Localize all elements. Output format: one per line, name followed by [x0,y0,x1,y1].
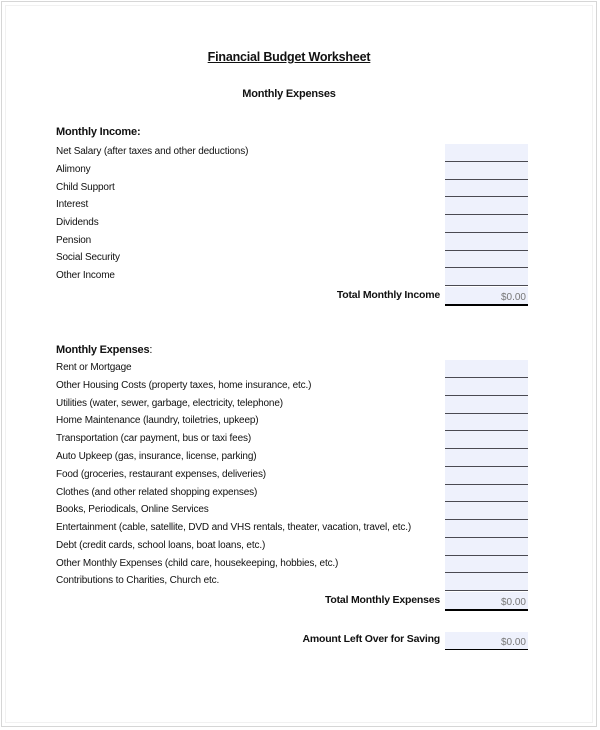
expense-item-label: Entertainment (cable, satellite, DVD and VHS rentals, theater, vacation, travel, etc.) [56,522,412,533]
total-expenses-field [445,592,528,611]
expense-input-debt[interactable] [445,538,528,556]
document-title: Financial Budget Worksheet [207,50,371,64]
expense-input-entertainment[interactable] [445,520,528,538]
savings-label: Amount Left Over for Saving [302,633,440,645]
total-expenses-value: $0.00 [500,597,526,608]
expense-item-label: Books, Periodicals, Online Services [56,504,209,515]
expense-input-home-maintenance[interactable] [445,414,528,431]
expenses-heading-colon: : [149,344,153,356]
income-item-label: Social Security [56,252,120,263]
expense-item-label: Other Monthly Expenses (child care, housekeeping, hobbies, etc.) [56,558,339,569]
expense-item-label: Rent or Mortgage [56,362,132,373]
expense-input-charities[interactable] [445,573,528,591]
income-input-pension[interactable] [445,233,528,251]
total-income-field [445,287,528,306]
income-input-alimony[interactable] [445,162,528,180]
expense-input-food[interactable] [445,467,528,485]
income-input-net-salary[interactable] [445,144,528,162]
expense-item-label: Clothes (and other related shopping expenses) [56,487,258,498]
expense-input-clothes[interactable] [445,485,528,502]
total-income-label: Total Monthly Income [336,289,440,301]
expense-item-label: Contributions to Charities, Church etc. [56,575,220,586]
income-item-label: Dividends [56,217,99,228]
savings-field [445,632,528,650]
expense-input-utilities[interactable] [445,396,528,414]
expense-item-label: Other Housing Costs (property taxes, home insurance, etc.) [56,380,312,391]
total-expenses-label: Total Monthly Expenses [324,594,440,606]
expenses-heading-text: Monthly Expenses [56,344,150,356]
total-income-value: $0.00 [500,292,526,303]
expense-item-label: Auto Upkeep (gas, insurance, license, parking) [56,451,257,462]
income-input-social-security[interactable] [445,251,528,268]
expense-item-label: Home Maintenance (laundry, toiletries, upkeep) [56,415,259,426]
expense-input-other-monthly[interactable] [445,556,528,573]
income-input-child-support[interactable] [445,180,528,197]
expense-item-label: Transportation (car payment, bus or taxi fees) [56,433,252,444]
income-item-label: Other Income [56,270,115,281]
income-item-label: Interest [56,199,89,210]
expense-input-books[interactable] [445,502,528,520]
expense-input-auto-upkeep[interactable] [445,449,528,467]
income-heading-text: Monthly Income [56,126,137,138]
income-input-interest[interactable] [445,197,528,215]
expenses-heading [56,344,152,356]
expense-item-label: Food (groceries, restaurant expenses, deliveries) [56,469,266,480]
document-subtitle: Monthly Expenses [242,88,336,100]
income-heading-colon: : [136,126,141,138]
income-input-other-income[interactable] [445,268,528,286]
expense-input-housing[interactable] [445,378,528,396]
expense-input-transportation[interactable] [445,431,528,449]
savings-value: $0.00 [500,637,526,648]
expense-item-label: Utilities (water, sewer, garbage, electricity, telephone) [56,398,283,409]
income-item-label: Child Support [56,182,115,193]
income-item-label: Net Salary (after taxes and other deductions) [56,146,249,157]
expense-input-rent[interactable] [445,360,528,378]
income-item-label: Alimony [56,164,91,175]
income-input-dividends[interactable] [445,215,528,233]
income-item-label: Pension [56,235,92,246]
expense-item-label: Debt (credit cards, school loans, boat loans, etc.) [56,540,266,551]
income-heading [56,126,140,138]
